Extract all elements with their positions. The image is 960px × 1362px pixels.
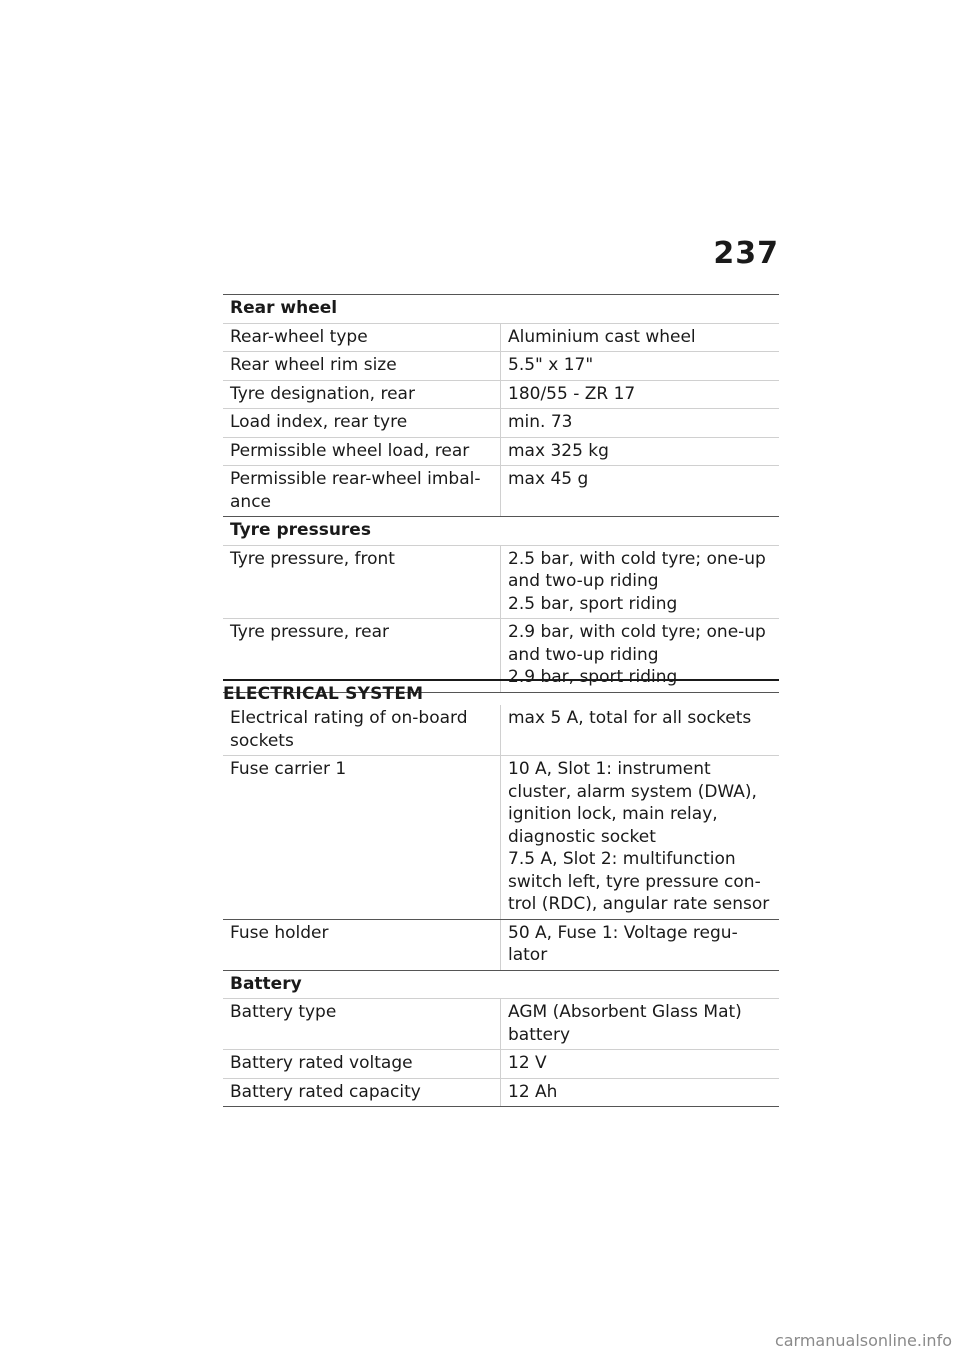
spec-label xyxy=(223,705,501,756)
value-line: trol (RDC), angular rate sensor xyxy=(508,894,770,914)
spec-label: Tyre pressure, rear xyxy=(223,619,501,693)
spec-label xyxy=(223,466,501,517)
electrical-system-heading: ELECTRICAL SYSTEM xyxy=(223,679,779,704)
spec-label: Battery rated capacity xyxy=(223,1078,501,1107)
value-line: 7.5 A, Slot 2: multifunction xyxy=(508,849,736,869)
rear-wheel-table xyxy=(223,294,779,693)
spec-value: 12 Ah xyxy=(501,1078,780,1107)
spec-label: Rear wheel rim size xyxy=(223,352,501,381)
label-line: ance xyxy=(230,491,271,512)
spec-value xyxy=(501,545,780,619)
spec-value: max 45 g xyxy=(501,466,780,517)
table-row xyxy=(223,545,779,619)
value-line: AGM (Absorbent Glass Mat) xyxy=(508,1002,742,1022)
value-line: ignition lock, main relay, xyxy=(508,804,718,824)
value-line: 2.9 bar, with cold tyre; one-up xyxy=(508,622,766,642)
spec-label: Permissible wheel load, rear xyxy=(223,437,501,466)
table-row xyxy=(223,1078,779,1107)
section-header-tyre-pressures xyxy=(223,517,779,546)
value-line: 10 A, Slot 1: instrument xyxy=(508,759,711,779)
value-line: 2.9 bar, sport riding xyxy=(508,667,678,687)
value-line: 2.5 bar, sport riding xyxy=(508,593,678,614)
spec-label: Battery type xyxy=(223,999,501,1050)
value-line: battery xyxy=(508,1024,571,1045)
value-line: switch left, tyre pressure con- xyxy=(508,871,761,892)
spec-value: max 5 A, total for all sockets xyxy=(501,705,780,756)
spec-label: Battery rated voltage xyxy=(223,1050,501,1079)
label-line: Permissible rear-wheel imbal- xyxy=(230,469,481,489)
spec-label: Tyre pressure, front xyxy=(223,545,501,619)
table-row xyxy=(223,437,779,466)
spec-value xyxy=(501,756,780,920)
value-line: and two-up riding xyxy=(508,644,659,665)
spec-value: 180/55 - ZR 17 xyxy=(501,380,780,409)
table-row xyxy=(223,323,779,352)
table-row xyxy=(223,1050,779,1079)
value-line: 50 A, Fuse 1: Voltage regu- xyxy=(508,922,738,943)
spec-value: 5.5" x 17" xyxy=(501,352,780,381)
section-header-rear-wheel xyxy=(223,295,779,324)
watermark: carmanualsonline.info xyxy=(774,1331,952,1350)
table-row xyxy=(223,705,779,756)
section-heading: Rear wheel xyxy=(223,295,779,324)
spec-value xyxy=(501,919,780,970)
spec-label: Fuse holder xyxy=(223,919,501,970)
table-row xyxy=(223,380,779,409)
spec-value: max 325 kg xyxy=(501,437,780,466)
value-line: 2.5 bar, with cold tyre; one-up xyxy=(508,548,766,569)
value-line: and two-up riding xyxy=(508,571,659,591)
value-line: lator xyxy=(508,945,548,965)
spec-label: Fuse carrier 1 xyxy=(223,756,501,920)
spec-label: Rear-wheel type xyxy=(223,323,501,352)
table-row xyxy=(223,919,779,970)
label-line: sockets xyxy=(230,730,294,751)
table-row xyxy=(223,999,779,1050)
spec-label: Load index, rear tyre xyxy=(223,409,501,438)
spec-value xyxy=(501,999,780,1050)
section-heading: Battery xyxy=(223,970,779,999)
table-row xyxy=(223,409,779,438)
section-heading: Tyre pressures xyxy=(223,517,779,546)
table-row xyxy=(223,466,779,517)
spec-label: Tyre designation, rear xyxy=(223,380,501,409)
spec-value: 12 V xyxy=(501,1050,780,1079)
electrical-system-table xyxy=(223,705,779,1107)
value-line: cluster, alarm system (DWA), xyxy=(508,781,757,802)
table-row xyxy=(223,352,779,381)
table-row xyxy=(223,756,779,920)
label-line: Electrical rating of on-board xyxy=(230,708,468,728)
spec-value: Aluminium cast wheel xyxy=(501,323,780,352)
section-header-battery xyxy=(223,970,779,999)
page-number: 237 xyxy=(713,236,779,271)
value-line: diagnostic socket xyxy=(508,826,656,847)
spec-value: min. 73 xyxy=(501,409,780,438)
